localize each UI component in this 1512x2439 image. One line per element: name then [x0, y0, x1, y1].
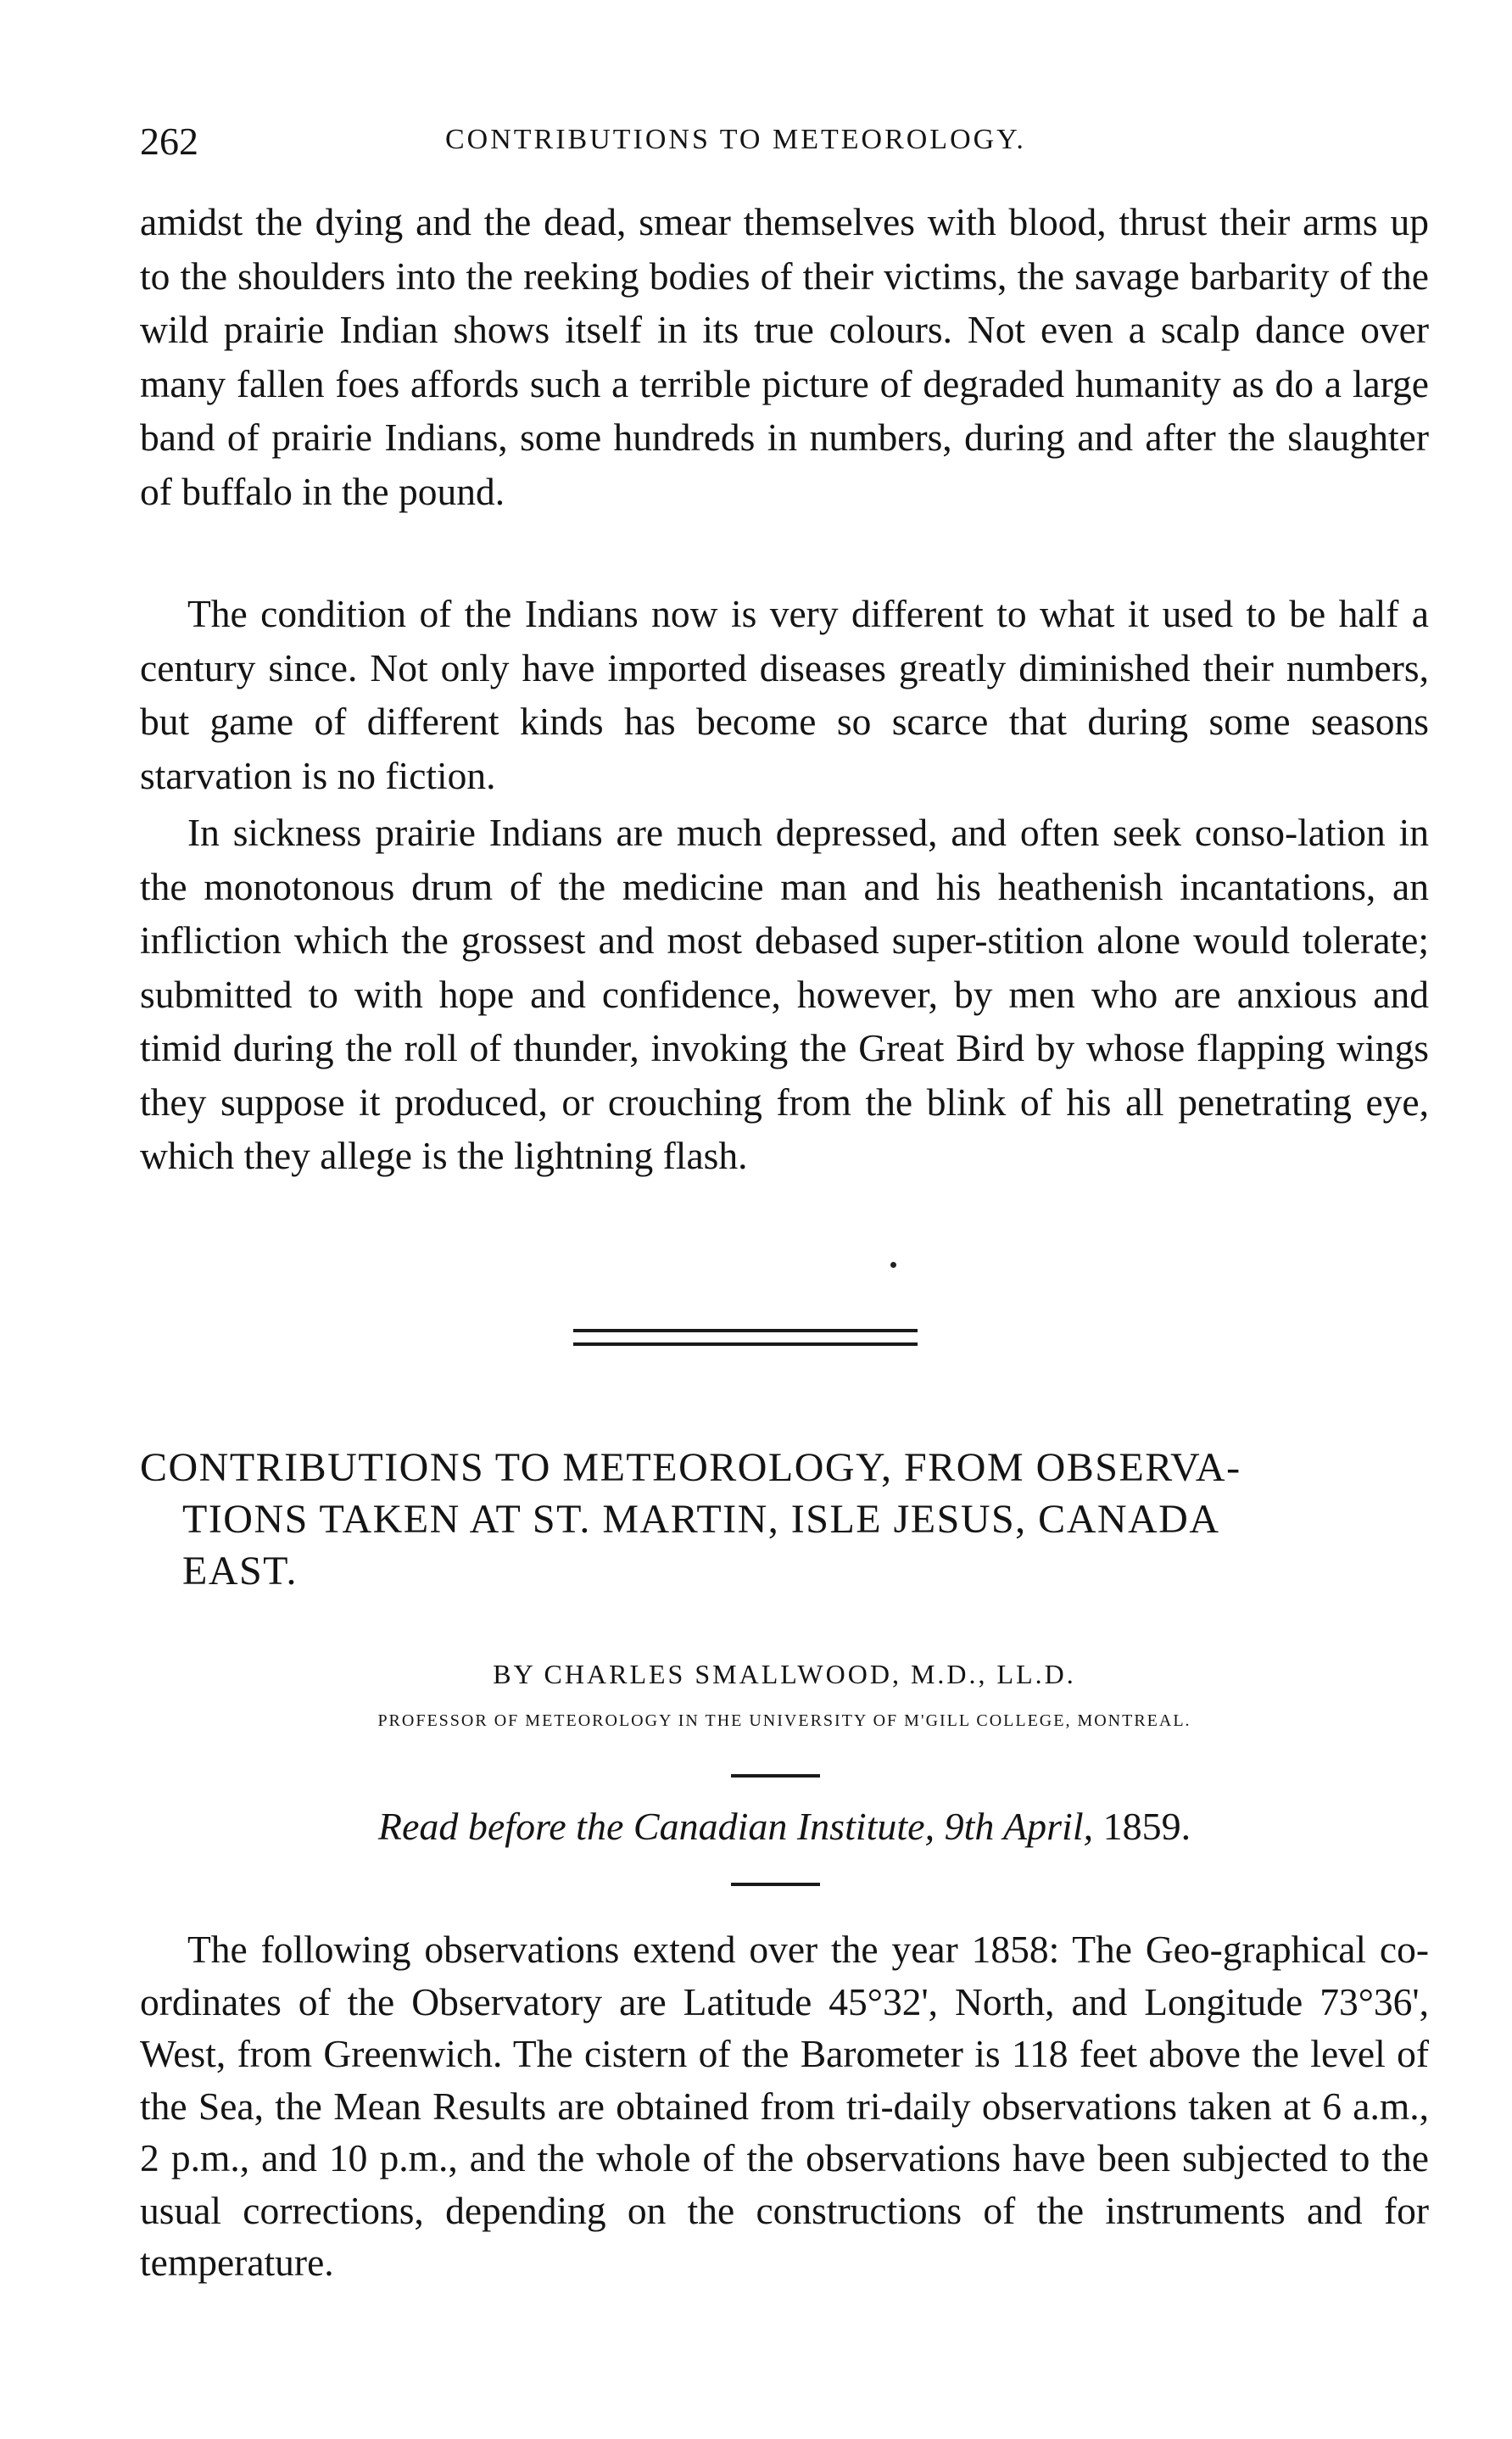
- section-divider-rule: [573, 1329, 918, 1332]
- section-divider-rule: [573, 1342, 918, 1346]
- article-title-line: EAST.: [182, 1549, 298, 1593]
- paragraph-continuation: [140, 195, 1429, 518]
- author-affiliation: PROFESSOR OF METEOROLOGY IN THE UNIVERSITY OF M'GILL COLLEGE, MONTREAL.: [377, 1711, 1191, 1730]
- paragraph-sickness: [140, 806, 1429, 1183]
- article-title: [140, 1442, 1429, 1597]
- author-byline: BY CHARLES SMALLWOOD, M.D., LL.D.: [493, 1659, 1076, 1689]
- short-divider-rule: [731, 1774, 820, 1778]
- read-before-note: [140, 1804, 1429, 1849]
- paragraph-text: The following observations extend over the year 1858: The Geo-graphical co-ordinates of the Observatory are Latitude 45°32', North, and Longitude 73°36', West, from Greenwich. The cistern of the Barometer is 118 feet above the level of the Sea, the Mean Results are obtained from tri-daily observations taken at 6 a.m., 2 p.m., and 10 p.m., and the whole of the observations have been subjected to the usual corrections, depending on the constructions of the instruments and for temperature.: [140, 1928, 1429, 2284]
- page-number: 262: [140, 120, 198, 163]
- running-title: CONTRIBUTIONS TO METEOROLOGY.: [445, 124, 1026, 155]
- short-divider-rule: [731, 1883, 820, 1886]
- read-before-year: 1859.: [1102, 1805, 1191, 1848]
- paragraph-observations: [140, 1923, 1429, 2289]
- running-head: [140, 119, 1429, 170]
- paragraph-text: In sickness prairie Indians are much depressed, and often seek conso-lation in the monotonous drum of the medicine man and his heathenish incantations, an infliction which the grossest and most debased super-stition alone would tolerate; submitted to with hope and confidence, however, by men who are anxious and timid during the roll of thunder, invoking the Great Bird by whose flapping wings they suppose it produced, or crouching from the blink of his all penetrating eye, which they allege is the lightning flash.: [140, 811, 1429, 1177]
- article-title-line: CONTRIBUTIONS TO METEOROLOGY, FROM OBSERVA-: [140, 1445, 1241, 1490]
- read-before-text: Read before the Canadian Institute, 9th April,: [377, 1805, 1094, 1848]
- article-title-line: TIONS TAKEN AT ST. MARTIN, ISLE JESUS, CANADA: [182, 1497, 1220, 1542]
- printer-dot: [890, 1262, 896, 1268]
- paragraph-indian-condition: [140, 587, 1429, 802]
- paragraph-text: The condition of the Indians now is very different to what it used to be half a century since. Not only have imported diseases greatly diminished their numbers, but game of different kinds has become so scarce that during some seasons starvation is no fiction.: [140, 592, 1429, 797]
- paragraph-text: amidst the dying and the dead, smear themselves with blood, thrust their arms up to the shoulders into the reeking bodies of their victims, the savage barbarity of the wild prairie Indian shows itself in its true colours. Not even a scalp dance over many fallen foes affords such a terrible picture of degraded humanity as do a large band of prairie Indians, some hundreds in numbers, during and after the slaughter of buffalo in the pound.: [140, 200, 1429, 513]
